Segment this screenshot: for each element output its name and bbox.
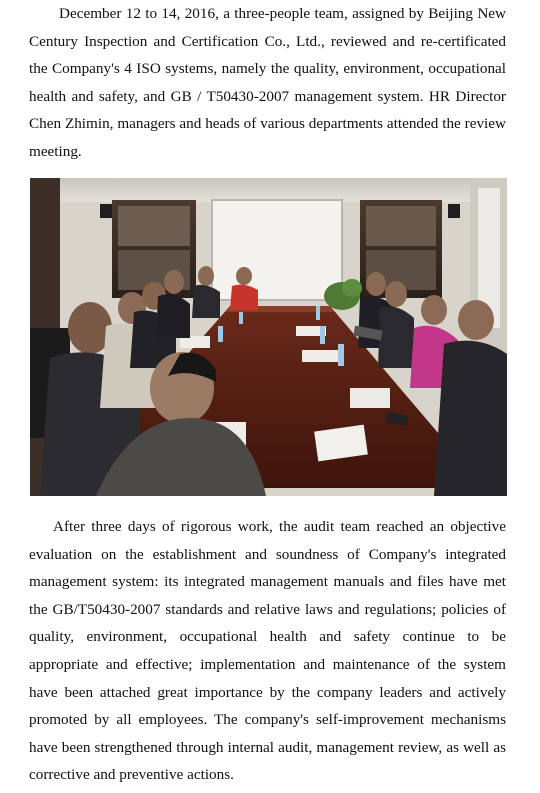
evaluation-paragraph: After three days of rigorous work, the audit team reached an objective evaluation on the establishment and soundness of Company's integrated management system: its integrated management manuals and files have met the GB/T50430-2007 standards and relative laws and regulations; policies of quality, environment, occupational health and safety continue to be appropriate and effective; implementation and maintenance of the system have been attached great importance by the company leaders and actively promoted by all employees. The company's self-improvement mechanisms have been strengthened through internal audit, management review, as well as corrective and preventive actions. <box>29 518 506 784</box>
meeting-photo <box>30 178 507 496</box>
intro-paragraph: December 12 to 14, 2016, a three-people team, assigned by Beijing New Century Inspection and Certification Co., Ltd., reviewed and re-certificated the Company's 4 ISO systems, namely the quality, environment, occupational health and safety, and GB / T50430-2007 management system. HR Director Chen Zhimin, managers and heads of various departments attended the review meeting. <box>29 5 506 160</box>
